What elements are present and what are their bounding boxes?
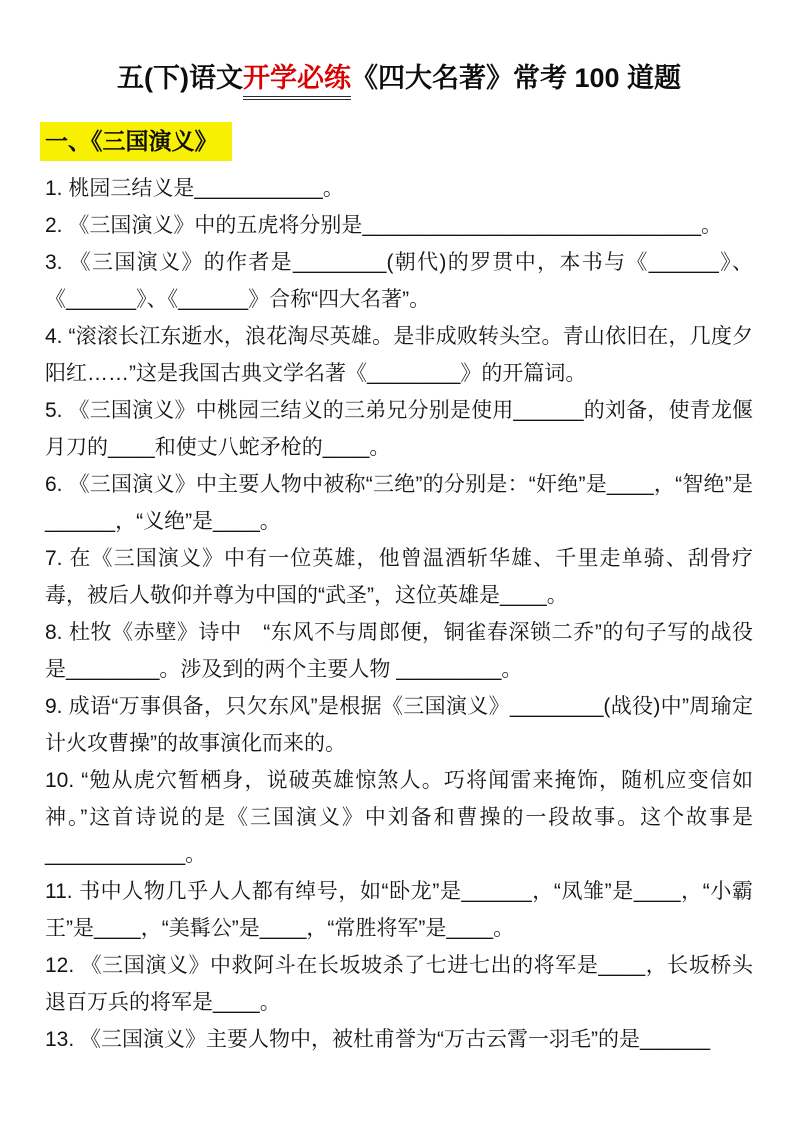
question-11: 11. 书中人物几乎人人都有绰号，如“卧龙”是______，“凤雏”是____，“小霸王”是____，“美髯公”是____，“常胜将军”是____。 xyxy=(45,880,753,940)
question-4: 4. “滚滚长江东逝水，浪花淘尽英雄。是非成败转头空。青山依旧在，几度夕阳红……”这是我国古典文学名著《________》的开篇词。 xyxy=(45,325,753,385)
section-heading-highlighted-text: 一、《三国演义》 xyxy=(40,122,232,161)
question-12: 12. 《三国演义》中救阿斗在长坂坡杀了七进七出的将军是____，长坂桥头退百万兵的将军是____。 xyxy=(45,954,753,1014)
question-1: 1. 桃园三结义是___________。 xyxy=(45,177,344,200)
title-emphasis-red: 开学必练 xyxy=(243,61,351,100)
title-grade-subject: 五(下)语文 xyxy=(116,63,243,93)
question-2: 2. 《三国演义》中的五虎将分别是_____________________________。 xyxy=(45,214,723,237)
question-9: 9. 成语“万事俱备，只欠东风”是根据《三国演义》________(战役)中”周瑜定计火攻曹操”的故事演化而来的。 xyxy=(45,695,753,755)
question-6: 6. 《三国演义》中主要人物中被称“三绝”的分别是：“奸绝”是____，“智绝”是______，“义绝”是____。 xyxy=(45,473,753,533)
question-3: 3. 《三国演义》的作者是________(朝代)的罗贯中，本书与《______》、《______》、《______》合称“四大名著”。 xyxy=(45,251,753,311)
page-title xyxy=(45,58,753,100)
question-13: 13. 《三国演义》主要人物中，被杜甫誉为“万古云霄一羽毛”的是______ xyxy=(45,1028,711,1051)
question-7: 7. 在《三国演义》中有一位英雄，他曾温酒斩华雄、千里走单骑、刮骨疗毒，被后人敬仰并尊为中国的“武圣”，这位英雄是____。 xyxy=(45,547,753,607)
question-5: 5. 《三国演义》中桃园三结义的三弟兄分别是使用______的刘备，使青龙偃月刀的____和使丈八蛇矛枪的____。 xyxy=(45,399,753,459)
question-8: 8. 杜牧《赤壁》诗中 “东风不与周郎便，铜雀春深锁二乔”的句子写的战役是________。涉及到的两个主要人物 _________。 xyxy=(45,621,753,681)
question-list xyxy=(45,170,753,1058)
title-topic: 《四大名著》常考 100 道题 xyxy=(350,63,682,93)
question-10: 10. “勉从虎穴暂栖身，说破英雄惊煞人。巧将闻雷来掩饰，随机应变信如神。”这首诗说的是《三国演义》中刘备和曹操的一段故事。这个故事是____________。 xyxy=(45,769,753,866)
section-heading xyxy=(40,122,753,161)
